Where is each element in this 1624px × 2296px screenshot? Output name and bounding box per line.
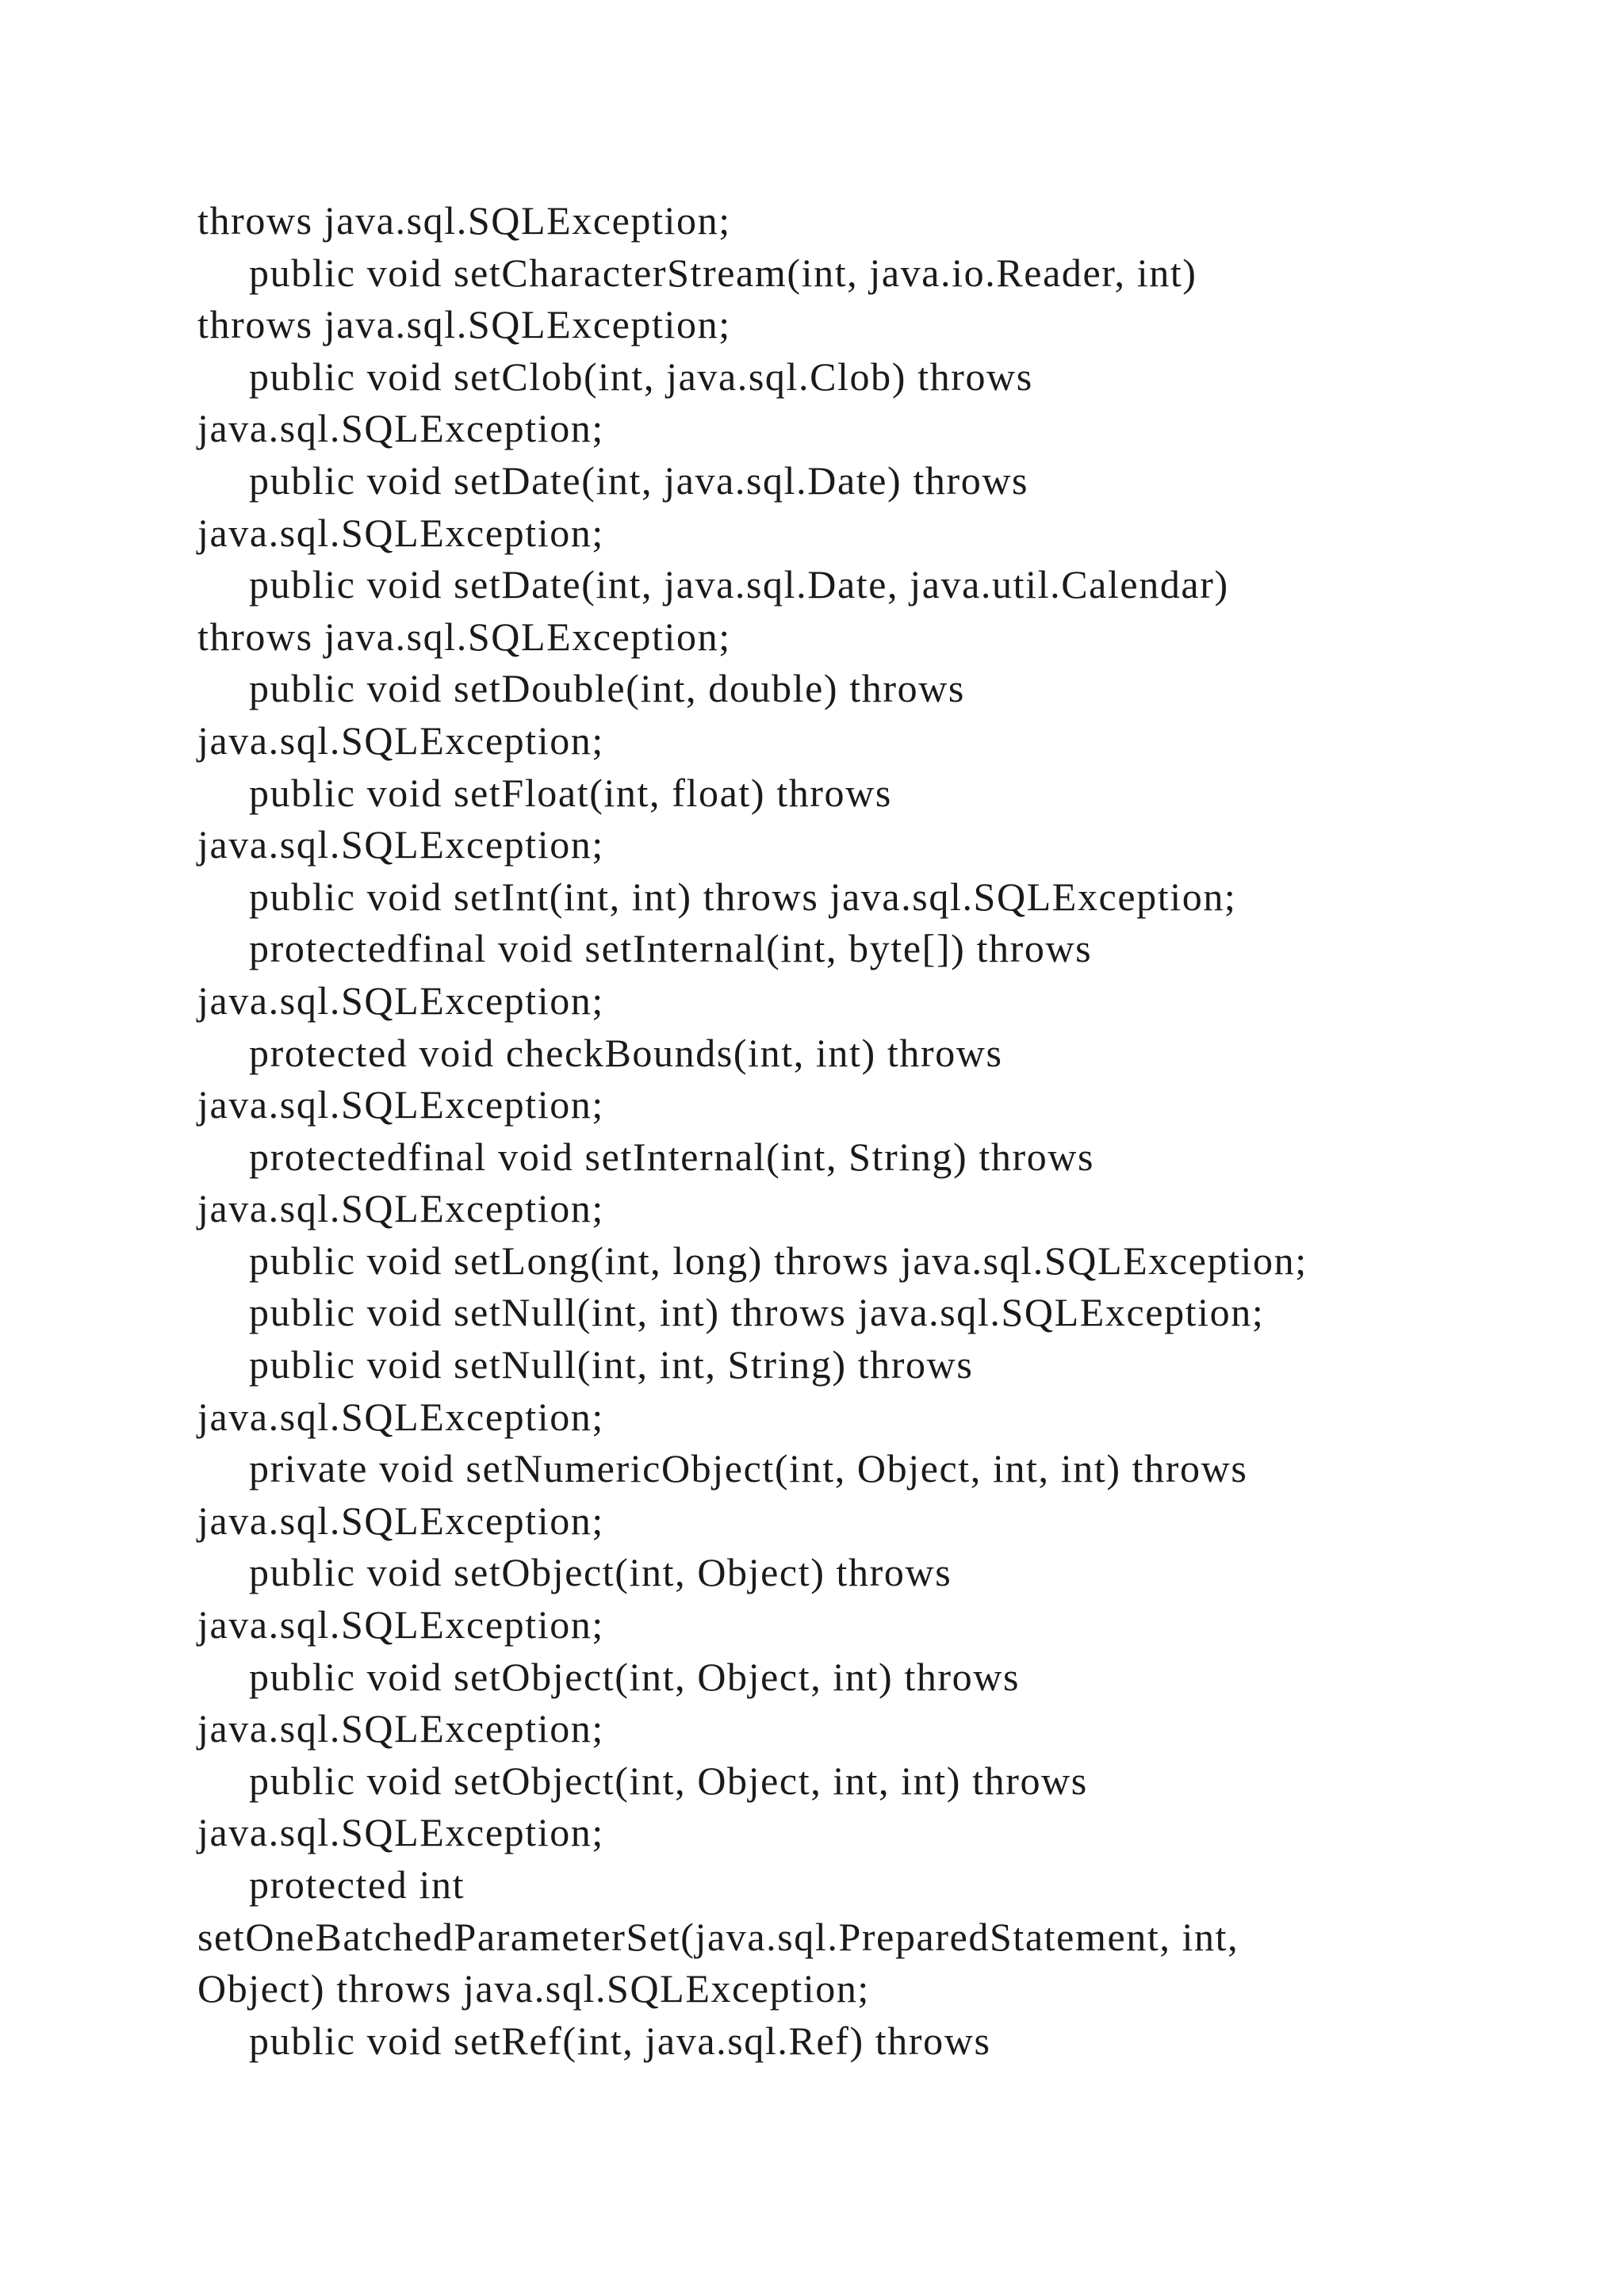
- text-line: protectedfinal void setInternal(int, byte[]) throws: [249, 926, 1093, 971]
- text-line: throws java.sql.SQLException;: [197, 614, 731, 659]
- text-line: java.sql.SQLException;: [197, 978, 604, 1023]
- text-line: throws java.sql.SQLException;: [197, 198, 731, 243]
- text-line: public void setObject(int, Object) throws: [249, 1550, 952, 1595]
- text-line: java.sql.SQLException;: [197, 822, 604, 867]
- text-line: protected int: [249, 1862, 465, 1907]
- text-line: public void setClob(int, java.sql.Clob) throws: [249, 354, 1033, 399]
- text-line: java.sql.SQLException;: [197, 510, 604, 555]
- code-listing: [197, 195, 1545, 2067]
- text-line: java.sql.SQLException;: [197, 1602, 604, 1647]
- text-line: public void setDate(int, java.sql.Date, java.util.Calendar): [249, 562, 1229, 607]
- text-line: public void setRef(int, java.sql.Ref) throws: [249, 2018, 991, 2063]
- text-line: java.sql.SQLException;: [197, 406, 604, 451]
- text-line: throws java.sql.SQLException;: [197, 302, 731, 347]
- text-line: java.sql.SQLException;: [197, 1706, 604, 1751]
- text-line: protected void checkBounds(int, int) throws: [249, 1030, 1003, 1075]
- text-line: protectedfinal void setInternal(int, String) throws: [249, 1134, 1095, 1179]
- text-line: private void setNumericObject(int, Object, int, int) throws: [249, 1446, 1248, 1491]
- text-line: public void setObject(int, Object, int) throws: [249, 1654, 1021, 1699]
- text-line: public void setInt(int, int) throws java.sql.SQLException;: [249, 874, 1237, 919]
- text-line: public void setDate(int, java.sql.Date) throws: [249, 457, 1029, 503]
- text-line: java.sql.SQLException;: [197, 1082, 604, 1127]
- text-line: java.sql.SQLException;: [197, 718, 604, 763]
- text-line: java.sql.SQLException;: [197, 1498, 604, 1543]
- text-line: public void setCharacterStream(int, java.io.Reader, int): [249, 250, 1197, 295]
- text-line: java.sql.SQLException;: [197, 1186, 604, 1231]
- text-line: setOneBatchedParameterSet(java.sql.PreparedStatement, int,: [197, 1914, 1239, 1959]
- text-line: public void setDouble(int, double) throws: [249, 666, 965, 711]
- text-line: java.sql.SQLException;: [197, 1810, 604, 1855]
- text-line: public void setNull(int, int) throws java.sql.SQLException;: [249, 1290, 1265, 1335]
- text-line: public void setLong(int, long) throws java.sql.SQLException;: [249, 1238, 1308, 1283]
- text-line: public void setNull(int, int, String) throws: [249, 1342, 974, 1387]
- text-line: Object) throws java.sql.SQLException;: [197, 1966, 870, 2011]
- text-line: java.sql.SQLException;: [197, 1394, 604, 1439]
- text-line: public void setFloat(int, float) throws: [249, 770, 892, 815]
- text-line: public void setObject(int, Object, int, int) throws: [249, 1758, 1088, 1803]
